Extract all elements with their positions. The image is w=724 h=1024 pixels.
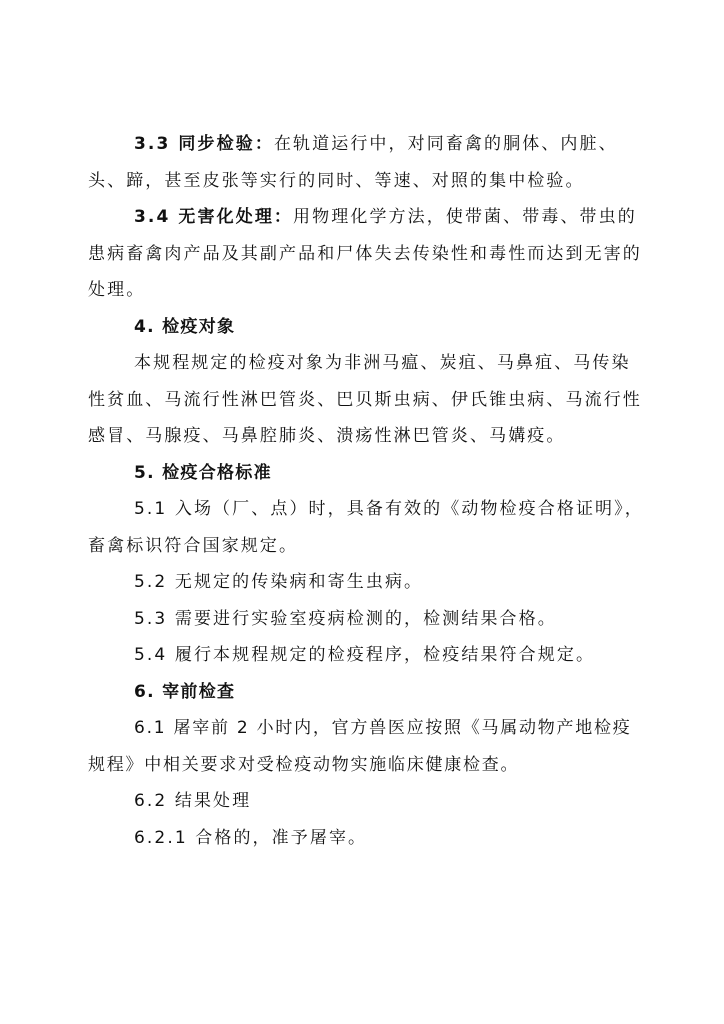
term-3-3-label: 3.3 同步检验： (134, 134, 274, 154)
paragraph-4-text: 本规程规定的检疫对象为非洲马瘟、炭疽、马鼻疽、马传染性贫血、马流行性淋巴管炎、巴贝斯虫病、伊氏锥虫病、马流行性感冒、马腺疫、马鼻腔肺炎、溃疡性淋巴管炎、马媾疫。 (88, 353, 642, 446)
paragraph-5-4: 5.4 履行本规程规定的检疫程序，检疫结果符合规定。 (134, 645, 596, 665)
paragraph-3-3 (88, 126, 644, 199)
term-3-3-definition: 在轨道运行中，对同畜禽的胴体、内脏、头、蹄，甚至皮张等实行的同时、等速、对照的集中检验。 (88, 134, 618, 191)
document-body (88, 126, 644, 856)
term-3-4-definition: 用物理化学方法，使带菌、带毒、带虫的患病畜禽肉产品及其副产品和尸体失去传染性和毒性而达到无害的处理。 (88, 207, 642, 300)
paragraph-6-2-1: 6.2.1 合格的，准予屠宰。 (134, 827, 368, 848)
section-heading-6: 6. 宰前检查 (134, 681, 236, 702)
section-heading-5: 5. 检疫合格标准 (134, 462, 272, 483)
paragraph-6-2: 6.2 结果处理 (134, 791, 252, 811)
paragraph-5-3: 5.3 需要进行实验室疫病检测的，检测结果合格。 (134, 608, 557, 629)
paragraph-5-2: 5.2 无规定的传染病和寄生虫病。 (134, 572, 424, 592)
paragraph-6-1: 6.1 屠宰前 2 小时内，官方兽医应按照《马属动物产地检疫规程》中相关要求对受检疫动物实施临床健康检查。 (88, 718, 632, 775)
section-heading-4: 4. 检疫对象 (134, 316, 236, 337)
term-3-4-label: 3.4 无害化处理： (134, 207, 294, 227)
paragraph-3-4 (88, 199, 644, 309)
paragraph-5-1: 5.1 入场（厂、点）时，具备有效的《动物检疫合格证明》，畜禽标识符合国家规定。 (88, 499, 644, 556)
